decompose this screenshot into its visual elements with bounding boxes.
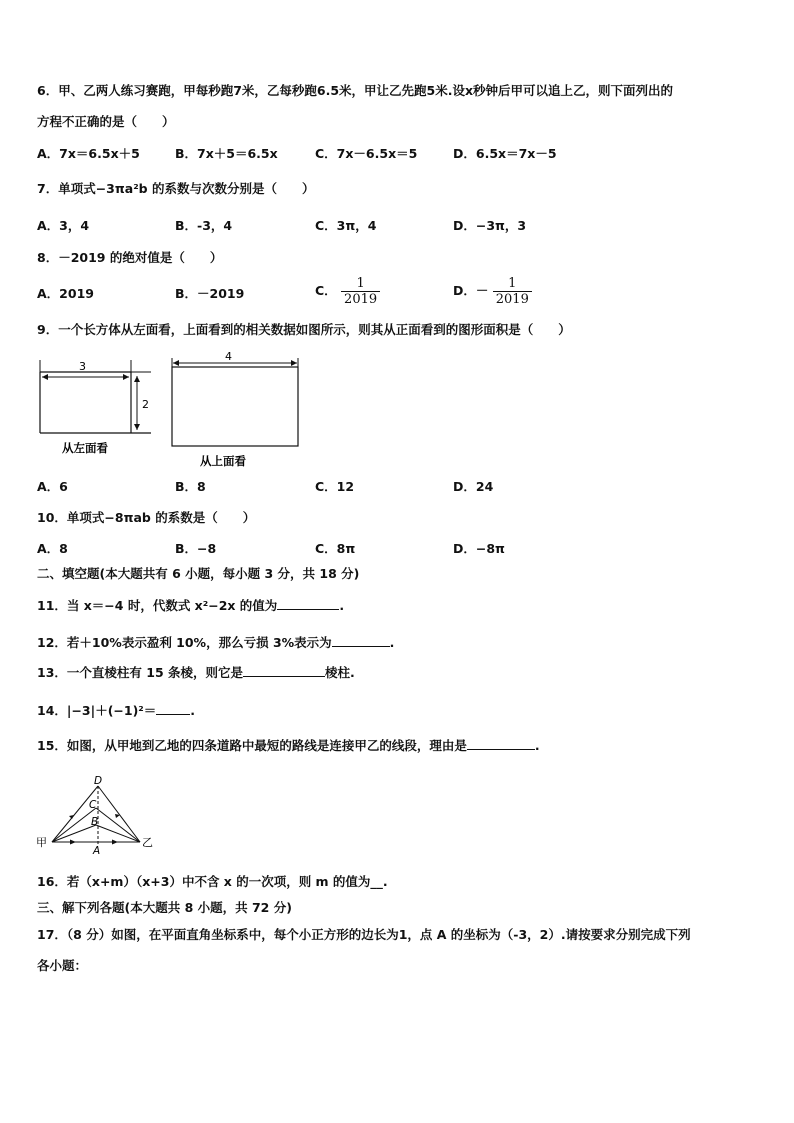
q11-text: 11．当 x＝−4 时，代数式 x²−2x 的值为 — [37, 598, 278, 613]
q12-text: 12．若＋10%表示盈利 10%，那么亏损 3%表示为 — [37, 635, 332, 650]
question-15-figure — [36, 772, 166, 858]
q15-end: . — [534, 738, 540, 753]
left-view-height-label: 2 — [142, 398, 149, 411]
question-17-line2: 各小题： — [37, 958, 88, 973]
question-9-text: 9．一个长方体从左面看，上面看到的相关数据如图所示，则其从正面看到的图形面积是（ ） — [37, 322, 571, 337]
q10-option-b: B．−8 — [175, 541, 217, 556]
point-a-label: A — [93, 845, 101, 857]
left-view-width-label: 3 — [79, 360, 86, 373]
q6-option-c: C．7x－6.5x＝5 — [315, 146, 418, 161]
answer-blank — [332, 634, 390, 647]
question-6-line2: 方程不正确的是（ ） — [37, 114, 175, 129]
q9-option-c: C．12 — [315, 479, 355, 494]
top-view-caption: 从上面看 — [200, 454, 246, 468]
q9-option-b: B．8 — [175, 479, 206, 494]
q7-option-a: A．3，4 — [37, 218, 90, 233]
answer-blank — [243, 664, 325, 677]
q9-option-a: A．6 — [37, 479, 68, 494]
question-10-text: 10．单项式−8πab 的系数是（ ） — [37, 510, 256, 525]
q13-text: 13．一个直棱柱有 15 条棱，则它是 — [37, 665, 243, 680]
q8-option-b: B．－2019 — [175, 286, 245, 301]
top-view-diagram — [172, 350, 298, 468]
q12-end: . — [389, 635, 395, 650]
q6-option-a: A．7x＝6.5x＋5 — [37, 146, 140, 161]
question-8-text: 8．－2019 的绝对值是（ ） — [37, 250, 223, 265]
q14-text: 14．|−3|＋(−1)²＝ — [37, 703, 157, 718]
question-8-options — [37, 276, 757, 317]
question-9-figure — [36, 350, 306, 470]
question-13 — [37, 664, 355, 682]
section-2-heading: 二、填空题(本大题共有 6 小题，每小题 3 分，共 18 分) — [37, 566, 360, 581]
q7-option-d: D．−3π，3 — [453, 218, 527, 233]
question-10-options — [37, 540, 757, 560]
question-16-text: 16．若（x+m）（x+3）中不含 x 的一次项，则 m 的值为__. — [37, 874, 388, 889]
q9-option-d: D．24 — [453, 479, 494, 494]
q7-option-c: C．3π，4 — [315, 218, 377, 233]
q10-option-d: D．−8π — [453, 541, 505, 556]
q10-option-a: A．8 — [37, 541, 68, 556]
fraction-numerator: 1 — [493, 276, 532, 292]
fraction-numerator: 1 — [341, 276, 380, 292]
q8-option-c — [315, 276, 380, 307]
question-6-options — [37, 145, 757, 165]
top-view-width-label: 4 — [225, 350, 232, 363]
answer-blank — [467, 737, 535, 750]
q6-option-d: D．6.5x＝7x－5 — [453, 146, 557, 161]
question-15 — [37, 737, 540, 755]
q8-option-d-label: D．－ — [453, 283, 489, 298]
question-14 — [37, 702, 195, 720]
q7-option-b: B．-3，4 — [175, 218, 233, 233]
point-b-label: B — [91, 816, 99, 828]
question-6-line1: 6．甲、乙两人练习赛跑，甲每秒跑7米，乙每秒跑6.5米，甲让乙先跑5米.设x秒钟后甲可以追上乙，则下面列出的 — [37, 83, 674, 98]
question-7-text: 7．单项式−3πa²b 的系数与次数分别是（ ） — [37, 181, 315, 196]
q6-option-b: B．7x＋5＝6.5x — [175, 146, 278, 161]
question-12 — [37, 634, 394, 652]
fraction-denominator: 2019 — [344, 292, 378, 307]
answer-blank — [156, 702, 190, 715]
start-point-label: 甲 — [36, 836, 47, 849]
fraction-denominator: 2019 — [495, 292, 529, 307]
left-view-diagram — [40, 360, 151, 455]
point-c-label: C — [89, 799, 97, 811]
q10-option-c: C．8π — [315, 541, 356, 556]
answer-blank — [277, 597, 339, 610]
q11-end: . — [339, 598, 345, 613]
q8-option-d-fraction — [493, 276, 532, 307]
q13-end: 棱柱. — [325, 665, 355, 680]
q14-end: . — [190, 703, 196, 718]
point-d-label: D — [94, 775, 103, 787]
question-17-line1: 17．（8 分）如图，在平面直角坐标系中，每个小正方形的边长为1，点 A 的坐标为（-3，2）.请按要求分别完成下列 — [37, 927, 691, 942]
q8-option-a: A．2019 — [37, 286, 94, 301]
question-11 — [37, 597, 344, 615]
q8-option-d — [453, 276, 532, 307]
end-point-label: 乙 — [142, 836, 153, 849]
section-3-heading: 三、解下列各题(本大题共 8 小题，共 72 分) — [37, 900, 292, 915]
q15-text: 15．如图，从甲地到乙地的四条道路中最短的路线是连接甲乙的线段，理由是 — [37, 738, 467, 753]
q8-option-c-fraction — [341, 276, 380, 307]
q8-option-c-label: C． — [315, 283, 337, 298]
question-7-options — [37, 217, 757, 237]
left-view-caption: 从左面看 — [62, 441, 108, 455]
question-9-options — [37, 478, 757, 498]
